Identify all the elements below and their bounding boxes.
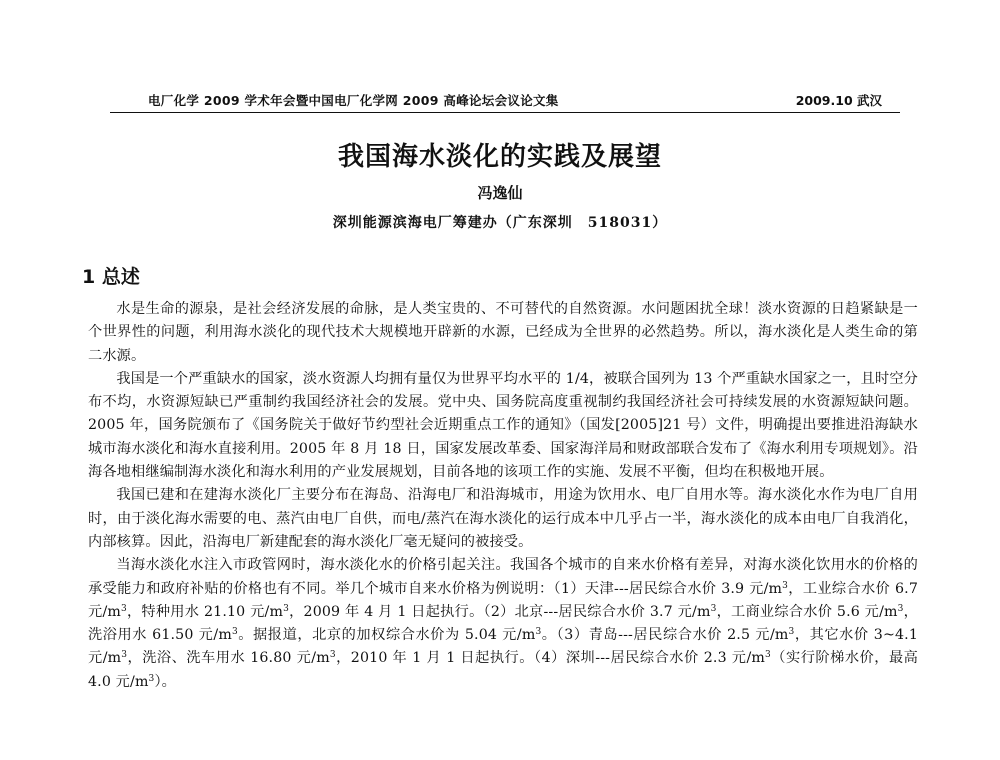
paragraph-1: 水是生命的源泉，是社会经济发展的命脉，是人类宝贵的、不可替代的自然资源。水问题困扰全球！淡水资源的日趋紧缺是一个世界性的问题，利用海水淡化的现代技术大规模地开辟新的水源，已经成为全世界的必然趋势。所以，海水淡化是人类生命的第二水源。 <box>88 301 918 364</box>
paragraph-2: 我国是一个严重缺水的国家，淡水资源人均拥有量仅为世界平均水平的 1/4，被联合国列为 13 个严重缺水国家之一，且时空分布不均，水资源短缺已严重制约我国经济社会的发展。党中央、国务院高度重视制约我国经济社会可持续发展的水资源短缺问题。2005 年，国务院颁布了《国务院关于做好节约型社会近期重点工作的通知》（国发[2005]21 号）文件，明确提出要推进沿海缺水城市海水淡化和海水直接利用。2005 年 8 月 18 日，国家发展改革委、国家海洋局和财政部联合发布了《海水利用专项规划》。沿海各地相继编制海水淡化和海水利用的产业发展规划，目前各地的该项工作的实施、发展不平衡，但均在积极地开展。 <box>88 370 918 481</box>
unit-exponent: 3 <box>535 627 542 638</box>
section-heading: 1 总述 <box>82 266 140 288</box>
paragraph-3: 我国已建和在建海水淡化厂主要分布在海岛、沿海电厂和沿海城市，用途为饮用水、电厂自用水等。海水淡化水作为电厂自用时，由于淡化海水需要的电、蒸汽由电厂自供，而电/蒸汽在海水淡化的运行成本中几乎占一半，海水淡化的成本由电厂自我消化，内部核算。因此，沿海电厂新建配套的海水淡化厂毫无疑问的被接受。 <box>88 487 918 550</box>
header-date-location: 2009.10 武汉 <box>795 93 882 108</box>
header-proceedings-title: 电厂化学 2009 学术年会暨中国电厂化学网 2009 高峰论坛会议论文集 <box>148 93 559 108</box>
unit-exponent: 3 <box>329 650 336 661</box>
p4-text: 。（3）青岛---居民综合水价 2.5 元/m <box>541 627 789 644</box>
p4-text: ，洗浴、洗车用水 16.80 元/m <box>127 650 330 667</box>
author: 冯逸仙 <box>477 184 523 202</box>
p4-text: ，工业综合水价 6.7 元/m <box>88 580 918 620</box>
unit-exponent: 3 <box>121 650 128 661</box>
p4-text: ，洗浴用水 61.50 元/m <box>88 603 919 644</box>
p4-text: ）。 <box>154 673 177 690</box>
running-header <box>110 88 900 113</box>
unit-exponent: 3 <box>788 627 795 638</box>
p4-text: ，其它水价 3~4.1 元/m <box>88 627 918 667</box>
unit-exponent: 3 <box>897 603 904 614</box>
unit-exponent: 3 <box>148 673 155 684</box>
unit-exponent: 3 <box>120 603 127 614</box>
unit-exponent: 3 <box>710 603 717 614</box>
p4-text: 当海水淡化水注入市政管网时，海水淡化水的价格引起关注。我国各个城市的自来水价格有差异，对海水淡化饮用水的价格的承受能力和政府补贴的价格也有不同。举几个城市自来水价格为例说明：（1）天津---居民综合水价 3.9 元/m <box>88 557 918 597</box>
affiliation: 深圳能源滨海电厂筹建办（广东深圳 518031） <box>332 215 668 231</box>
p4-text: ，2010 年 1 月 1 日起执行。（4）深圳---居民综合水价 2.3 元/m <box>335 650 766 667</box>
paragraph-4 <box>88 554 918 694</box>
paper-title: 我国海水淡化的实践及展望 <box>337 142 662 172</box>
unit-exponent: 3 <box>782 580 789 591</box>
unit-exponent: 3 <box>283 603 289 614</box>
unit-exponent: 3 <box>765 650 771 661</box>
section-body <box>88 298 918 694</box>
p4-text: ，2009 年 4 月 1 日起执行。（2）北京---居民综合水价 3.7 元/m <box>288 603 711 620</box>
p4-text: ，特种用水 21.10 元/m <box>126 603 284 620</box>
p4-text: （实行阶梯水价，最高 4.0 元/m <box>88 650 918 690</box>
p4-text: 。据报道，北京的加权综合水价为 5.04 元/m <box>237 627 536 644</box>
unit-exponent: 3 <box>231 627 238 638</box>
p4-text: ，工商业综合水价 5.6 元/m <box>716 603 898 620</box>
